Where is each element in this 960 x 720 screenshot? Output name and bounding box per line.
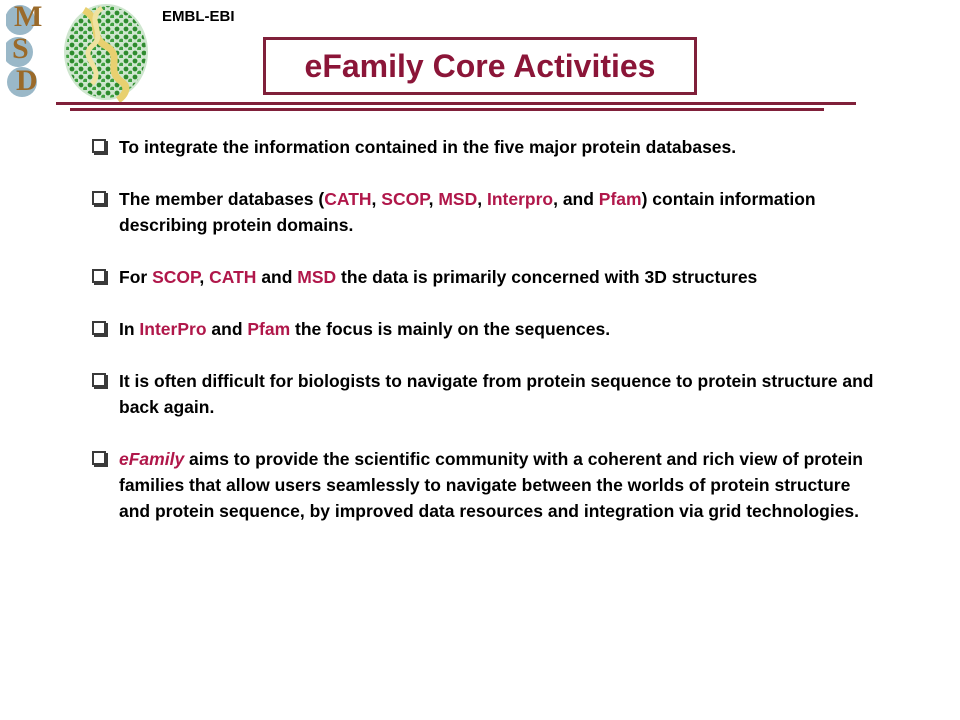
bullet-list — [92, 134, 882, 524]
checkbox-bullet-icon — [92, 139, 106, 153]
highlight-text: CATH — [324, 189, 372, 209]
bullet-text: To integrate the information contained in the five major protein databases. — [119, 137, 737, 157]
page-title: eFamily Core Activities — [304, 47, 656, 84]
logo-letter-s: S — [12, 32, 29, 65]
highlight-text: SCOP — [381, 189, 429, 209]
title-box — [263, 37, 697, 95]
divider-rule-bottom — [70, 108, 824, 111]
bullet-item — [92, 446, 882, 524]
highlight-text: CATH — [209, 267, 257, 287]
bullet-text: , — [428, 189, 439, 209]
bullet-text: In — [119, 319, 140, 339]
checkbox-bullet-icon — [92, 191, 106, 205]
checkbox-bullet-icon — [92, 269, 106, 283]
bullet-text: , — [477, 189, 487, 209]
bullet-text: The member databases ( — [119, 189, 325, 209]
highlight-text: eFamily — [119, 449, 185, 469]
bullet-text: aims to provide the scientific community with a coherent and rich view of protein families that allow users seamlessly to navigate between the worlds of protein structure and protein sequence, by improved data resources and integration via grid technologies. — [119, 449, 863, 521]
divider-rule-top — [56, 102, 856, 105]
bullet-text: It is often difficult for biologists to navigate from protein sequence to protein structure and back again. — [119, 371, 874, 417]
bullet-item — [92, 134, 882, 160]
logo-letter-d: D — [16, 64, 38, 97]
bullet-item — [92, 316, 882, 342]
bullet-text: ) contain information describing protein domains. — [119, 189, 816, 235]
checkbox-bullet-icon — [92, 451, 106, 465]
highlight-text: InterPro — [139, 319, 207, 339]
highlight-text: MSD — [438, 189, 478, 209]
org-label: EMBL-EBI — [162, 8, 235, 25]
bullet-text: , — [199, 267, 210, 287]
highlight-text: Pfam — [598, 189, 642, 209]
bullet-text: the focus is mainly on the sequences. — [290, 319, 611, 339]
bullet-item — [92, 264, 882, 290]
logo-letter-m: M — [14, 0, 43, 33]
bullet-item — [92, 368, 882, 420]
bullet-text: and — [256, 267, 298, 287]
bullet-text: and — [206, 319, 248, 339]
bullet-text: , — [371, 189, 382, 209]
highlight-text: Interpro — [486, 189, 554, 209]
bullet-text: , and — [553, 189, 599, 209]
checkbox-bullet-icon — [92, 373, 106, 387]
highlight-text: Pfam — [247, 319, 291, 339]
msd-logo — [6, 2, 156, 102]
bullet-text: the data is primarily concerned with 3D structures — [336, 267, 758, 287]
highlight-text: MSD — [297, 267, 337, 287]
highlight-text: SCOP — [152, 267, 200, 287]
checkbox-bullet-icon — [92, 321, 106, 335]
bullet-text: For — [119, 267, 153, 287]
bullet-item — [92, 186, 882, 238]
